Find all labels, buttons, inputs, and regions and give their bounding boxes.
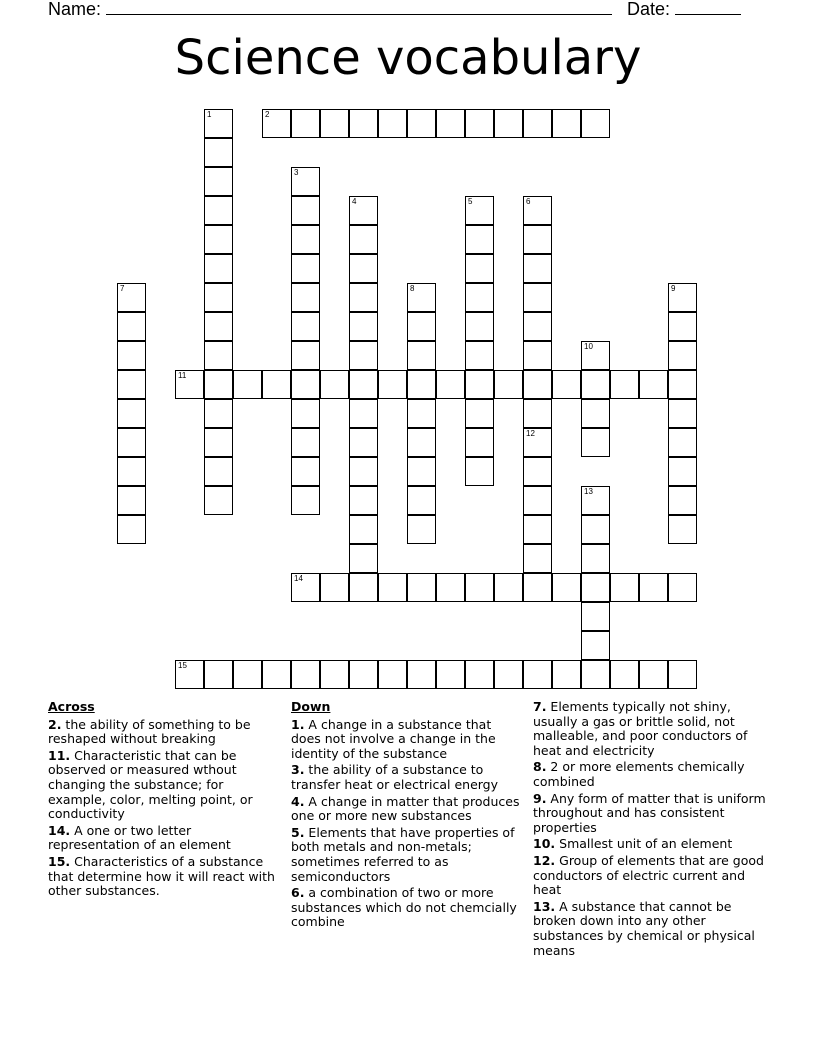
grid-cell[interactable] xyxy=(668,457,697,486)
clue-number: 13 xyxy=(584,487,593,496)
grid-cell[interactable] xyxy=(581,544,610,573)
grid-cell[interactable] xyxy=(465,370,494,399)
grid-cell[interactable] xyxy=(407,660,436,689)
grid-cell[interactable] xyxy=(465,283,494,312)
grid-cell[interactable] xyxy=(668,341,697,370)
clue-number: 4. xyxy=(291,793,305,809)
grid-cell[interactable] xyxy=(668,312,697,341)
grid-cell[interactable] xyxy=(465,225,494,254)
clue-number: 14 xyxy=(294,574,303,583)
grid-cell[interactable] xyxy=(581,109,610,138)
grid-cell[interactable] xyxy=(581,631,610,660)
clue-number: 5. xyxy=(291,824,305,840)
grid-cell[interactable] xyxy=(233,660,262,689)
grid-cell[interactable] xyxy=(436,370,465,399)
clue xyxy=(533,760,773,789)
grid-cell[interactable] xyxy=(291,283,320,312)
clue-text: a combination of two or more substances which do not chemcially combine xyxy=(291,885,517,930)
clue-text: Group of elements that are good conductors of electric current and heat xyxy=(533,852,764,898)
grid-cell[interactable] xyxy=(204,457,233,486)
grid-cell[interactable] xyxy=(349,486,378,515)
grid-cell[interactable] xyxy=(204,283,233,312)
grid-cell[interactable] xyxy=(581,602,610,631)
grid-cell[interactable] xyxy=(204,660,233,689)
page-title: Science vocabulary xyxy=(174,30,642,86)
grid-cell[interactable] xyxy=(349,660,378,689)
down-heading: Down xyxy=(291,699,331,714)
grid-cell[interactable] xyxy=(581,370,610,399)
grid-cell[interactable] xyxy=(291,341,320,370)
grid-cell[interactable] xyxy=(407,457,436,486)
grid-cell[interactable] xyxy=(291,573,320,602)
grid-cell[interactable] xyxy=(349,341,378,370)
grid-cell[interactable] xyxy=(552,370,581,399)
grid-cell[interactable] xyxy=(581,515,610,544)
grid-cell[interactable] xyxy=(204,428,233,457)
grid-cell[interactable] xyxy=(523,341,552,370)
grid-cell[interactable] xyxy=(639,573,668,602)
clue-number: 15. xyxy=(48,853,71,869)
grid-cell[interactable] xyxy=(378,660,407,689)
grid-cell[interactable] xyxy=(320,573,349,602)
clue-number: 1 xyxy=(207,110,212,119)
clue-text: the ability of a substance to transfer heat or electrical energy xyxy=(291,762,499,792)
down-clues-column-1 xyxy=(291,700,521,932)
clue-number: 6. xyxy=(291,885,305,901)
grid-cell[interactable] xyxy=(523,283,552,312)
grid-cell[interactable] xyxy=(262,370,291,399)
grid-cell[interactable] xyxy=(262,660,291,689)
grid-cell[interactable] xyxy=(291,109,320,138)
grid-cell[interactable] xyxy=(465,196,494,225)
grid-cell[interactable] xyxy=(349,515,378,544)
clue-text: 2 or more elements chemically combined xyxy=(533,759,745,789)
clue xyxy=(291,763,521,792)
down-clues-column-2 xyxy=(533,700,773,960)
grid-cell[interactable] xyxy=(175,660,204,689)
clue-text: A change in matter that produces one or more new substances xyxy=(291,793,520,824)
grid-cell[interactable] xyxy=(610,660,639,689)
clue xyxy=(533,900,773,958)
grid-cell[interactable] xyxy=(349,283,378,312)
clue-number: 10. xyxy=(533,836,556,852)
grid-cell[interactable] xyxy=(378,573,407,602)
grid-cell[interactable] xyxy=(291,312,320,341)
grid-cell[interactable] xyxy=(668,283,697,312)
grid-cell[interactable] xyxy=(407,515,436,544)
grid-cell[interactable] xyxy=(204,167,233,196)
grid-cell[interactable] xyxy=(494,370,523,399)
clue-text: Characteristic that can be observed or measured wthout changing the substance; for example, color, melting point, or conductivity xyxy=(48,747,253,822)
grid-cell[interactable] xyxy=(523,225,552,254)
grid-cell[interactable] xyxy=(117,312,146,341)
clue-number: 9 xyxy=(671,284,676,293)
clue xyxy=(48,718,278,747)
grid-cell[interactable] xyxy=(291,370,320,399)
grid-cell[interactable] xyxy=(668,486,697,515)
clue-text: the ability of something to be reshaped without breaking xyxy=(48,716,251,747)
grid-cell[interactable] xyxy=(291,428,320,457)
grid-cell[interactable] xyxy=(668,370,697,399)
grid-cell[interactable] xyxy=(668,428,697,457)
grid-cell[interactable] xyxy=(494,660,523,689)
grid-cell[interactable] xyxy=(436,573,465,602)
grid-cell[interactable] xyxy=(407,573,436,602)
grid-cell[interactable] xyxy=(407,109,436,138)
grid-cell[interactable] xyxy=(204,225,233,254)
grid-cell[interactable] xyxy=(552,109,581,138)
grid-cell[interactable] xyxy=(349,573,378,602)
grid-cell[interactable] xyxy=(494,109,523,138)
grid-cell[interactable] xyxy=(204,196,233,225)
grid-cell[interactable] xyxy=(523,515,552,544)
clue-text: Any form of matter that is uniform throughout and has consistent properties xyxy=(533,790,766,835)
clue xyxy=(291,795,521,824)
grid-cell[interactable] xyxy=(523,399,552,428)
grid-cell[interactable] xyxy=(436,660,465,689)
clue-text: A change in a substance that does not involve a change in the identity of the substance xyxy=(291,716,496,761)
grid-cell[interactable] xyxy=(639,660,668,689)
clue-number: 7. xyxy=(533,699,547,714)
date-label: Date: xyxy=(627,0,671,19)
grid-cell[interactable] xyxy=(668,399,697,428)
grid-cell[interactable] xyxy=(349,370,378,399)
grid-cell[interactable] xyxy=(523,457,552,486)
grid-cell[interactable] xyxy=(494,573,523,602)
grid-cell[interactable] xyxy=(465,573,494,602)
grid-cell[interactable] xyxy=(349,428,378,457)
grid-cell[interactable] xyxy=(552,573,581,602)
grid-cell[interactable] xyxy=(262,109,291,138)
grid-cell[interactable] xyxy=(117,515,146,544)
grid-cell[interactable] xyxy=(465,312,494,341)
clue-number: 12 xyxy=(526,429,535,438)
clue-number: 7 xyxy=(120,284,125,293)
grid-cell[interactable] xyxy=(465,109,494,138)
grid-cell[interactable] xyxy=(639,370,668,399)
grid-cell[interactable] xyxy=(581,341,610,370)
grid-cell[interactable] xyxy=(291,399,320,428)
grid-cell[interactable] xyxy=(523,573,552,602)
grid-cell[interactable] xyxy=(117,428,146,457)
grid-cell[interactable] xyxy=(349,544,378,573)
grid-cell[interactable] xyxy=(407,341,436,370)
grid-cell[interactable] xyxy=(465,457,494,486)
grid-cell[interactable] xyxy=(407,428,436,457)
grid-cell[interactable] xyxy=(407,370,436,399)
clue-text: A substance that cannot be broken down into any other substances by chemical or physical means xyxy=(533,898,755,958)
grid-cell[interactable] xyxy=(523,109,552,138)
clue xyxy=(48,824,278,853)
grid-cell[interactable] xyxy=(349,312,378,341)
clue-number: 2. xyxy=(48,716,62,732)
grid-cell[interactable] xyxy=(581,573,610,602)
clue-text: Elements typically not shiny, usually a gas or brittle solid, not malleable, and poor conductors of heat and electricity xyxy=(533,699,748,758)
clue-number: 8 xyxy=(410,284,415,293)
grid-cell[interactable] xyxy=(204,341,233,370)
clue xyxy=(291,826,521,884)
clue-number: 15 xyxy=(178,661,187,670)
across-heading: Across xyxy=(48,699,95,714)
grid-cell[interactable] xyxy=(523,486,552,515)
grid-cell[interactable] xyxy=(291,196,320,225)
grid-cell[interactable] xyxy=(523,254,552,283)
clue xyxy=(533,792,773,836)
clue-number: 12. xyxy=(533,852,556,868)
grid-cell[interactable] xyxy=(523,660,552,689)
grid-cell[interactable] xyxy=(117,341,146,370)
grid-cell[interactable] xyxy=(407,486,436,515)
grid-cell[interactable] xyxy=(523,370,552,399)
grid-cell[interactable] xyxy=(523,428,552,457)
clue xyxy=(291,886,521,930)
clue-number: 11 xyxy=(178,371,187,380)
grid-cell[interactable] xyxy=(378,370,407,399)
clue xyxy=(291,718,521,762)
grid-cell[interactable] xyxy=(349,196,378,225)
grid-cell[interactable] xyxy=(117,457,146,486)
clue-number: 1. xyxy=(291,716,305,732)
grid-cell[interactable] xyxy=(436,109,465,138)
grid-cell[interactable] xyxy=(581,399,610,428)
grid-cell[interactable] xyxy=(291,486,320,515)
grid-cell[interactable] xyxy=(668,573,697,602)
grid-cell[interactable] xyxy=(204,109,233,138)
clue-text: A one or two letter representation of an element xyxy=(48,822,231,853)
grid-cell[interactable] xyxy=(407,399,436,428)
grid-cell[interactable] xyxy=(407,312,436,341)
clue xyxy=(533,700,773,758)
grid-cell[interactable] xyxy=(233,370,262,399)
grid-cell[interactable] xyxy=(523,544,552,573)
clue-number: 5 xyxy=(468,197,473,206)
grid-cell[interactable] xyxy=(204,399,233,428)
grid-cell[interactable] xyxy=(117,370,146,399)
grid-cell[interactable] xyxy=(204,312,233,341)
grid-cell[interactable] xyxy=(465,399,494,428)
clue-text: Smallest unit of an element xyxy=(555,836,733,852)
grid-cell[interactable] xyxy=(465,254,494,283)
grid-cell[interactable] xyxy=(175,370,204,399)
across-clues xyxy=(48,700,278,901)
clue-text: Elements that have properties of both metals and non-metals; sometimes referred to as semiconductors xyxy=(291,824,515,884)
grid-cell[interactable] xyxy=(581,486,610,515)
grid-cell[interactable] xyxy=(610,370,639,399)
grid-cell[interactable] xyxy=(291,660,320,689)
grid-cell[interactable] xyxy=(349,457,378,486)
grid-cell[interactable] xyxy=(465,341,494,370)
grid-cell[interactable] xyxy=(320,109,349,138)
clue-number: 9. xyxy=(533,790,547,806)
grid-cell[interactable] xyxy=(407,283,436,312)
clue-number: 3 xyxy=(294,168,299,177)
clue-number: 2 xyxy=(265,110,270,119)
grid-cell[interactable] xyxy=(581,660,610,689)
clue xyxy=(48,749,278,822)
grid-cell[interactable] xyxy=(349,254,378,283)
grid-cell[interactable] xyxy=(320,370,349,399)
clue-text: Characteristics of a substance that determine how it will react with other substances. xyxy=(48,853,275,899)
grid-cell[interactable] xyxy=(291,254,320,283)
grid-cell[interactable] xyxy=(523,196,552,225)
clue-number: 6 xyxy=(526,197,531,206)
clue-number: 13. xyxy=(533,898,556,914)
grid-cell[interactable] xyxy=(291,167,320,196)
grid-cell[interactable] xyxy=(349,225,378,254)
grid-cell[interactable] xyxy=(117,399,146,428)
grid-cell[interactable] xyxy=(291,457,320,486)
grid-cell[interactable] xyxy=(668,515,697,544)
grid-cell[interactable] xyxy=(465,428,494,457)
clue xyxy=(533,854,773,898)
grid-cell[interactable] xyxy=(204,486,233,515)
clue-number: 3. xyxy=(291,762,305,778)
grid-cell[interactable] xyxy=(117,486,146,515)
clue xyxy=(48,855,278,899)
grid-cell[interactable] xyxy=(204,370,233,399)
grid-cell[interactable] xyxy=(465,660,494,689)
grid-cell[interactable] xyxy=(204,138,233,167)
grid-cell[interactable] xyxy=(117,283,146,312)
clue-number: 14. xyxy=(48,822,71,838)
clue xyxy=(533,837,773,852)
grid-cell[interactable] xyxy=(523,312,552,341)
clue-number: 11. xyxy=(48,747,71,763)
grid-cell[interactable] xyxy=(378,109,407,138)
grid-cell[interactable] xyxy=(552,660,581,689)
grid-cell[interactable] xyxy=(291,225,320,254)
grid-cell[interactable] xyxy=(349,109,378,138)
clue-number: 10 xyxy=(584,342,593,351)
clue-number: 4 xyxy=(352,197,357,206)
grid-cell[interactable] xyxy=(320,660,349,689)
grid-cell[interactable] xyxy=(349,399,378,428)
clue-number: 8. xyxy=(533,759,547,775)
grid-cell[interactable] xyxy=(204,254,233,283)
grid-cell[interactable] xyxy=(668,660,697,689)
grid-cell[interactable] xyxy=(581,428,610,457)
grid-cell[interactable] xyxy=(610,573,639,602)
name-label: Name: xyxy=(48,0,102,19)
